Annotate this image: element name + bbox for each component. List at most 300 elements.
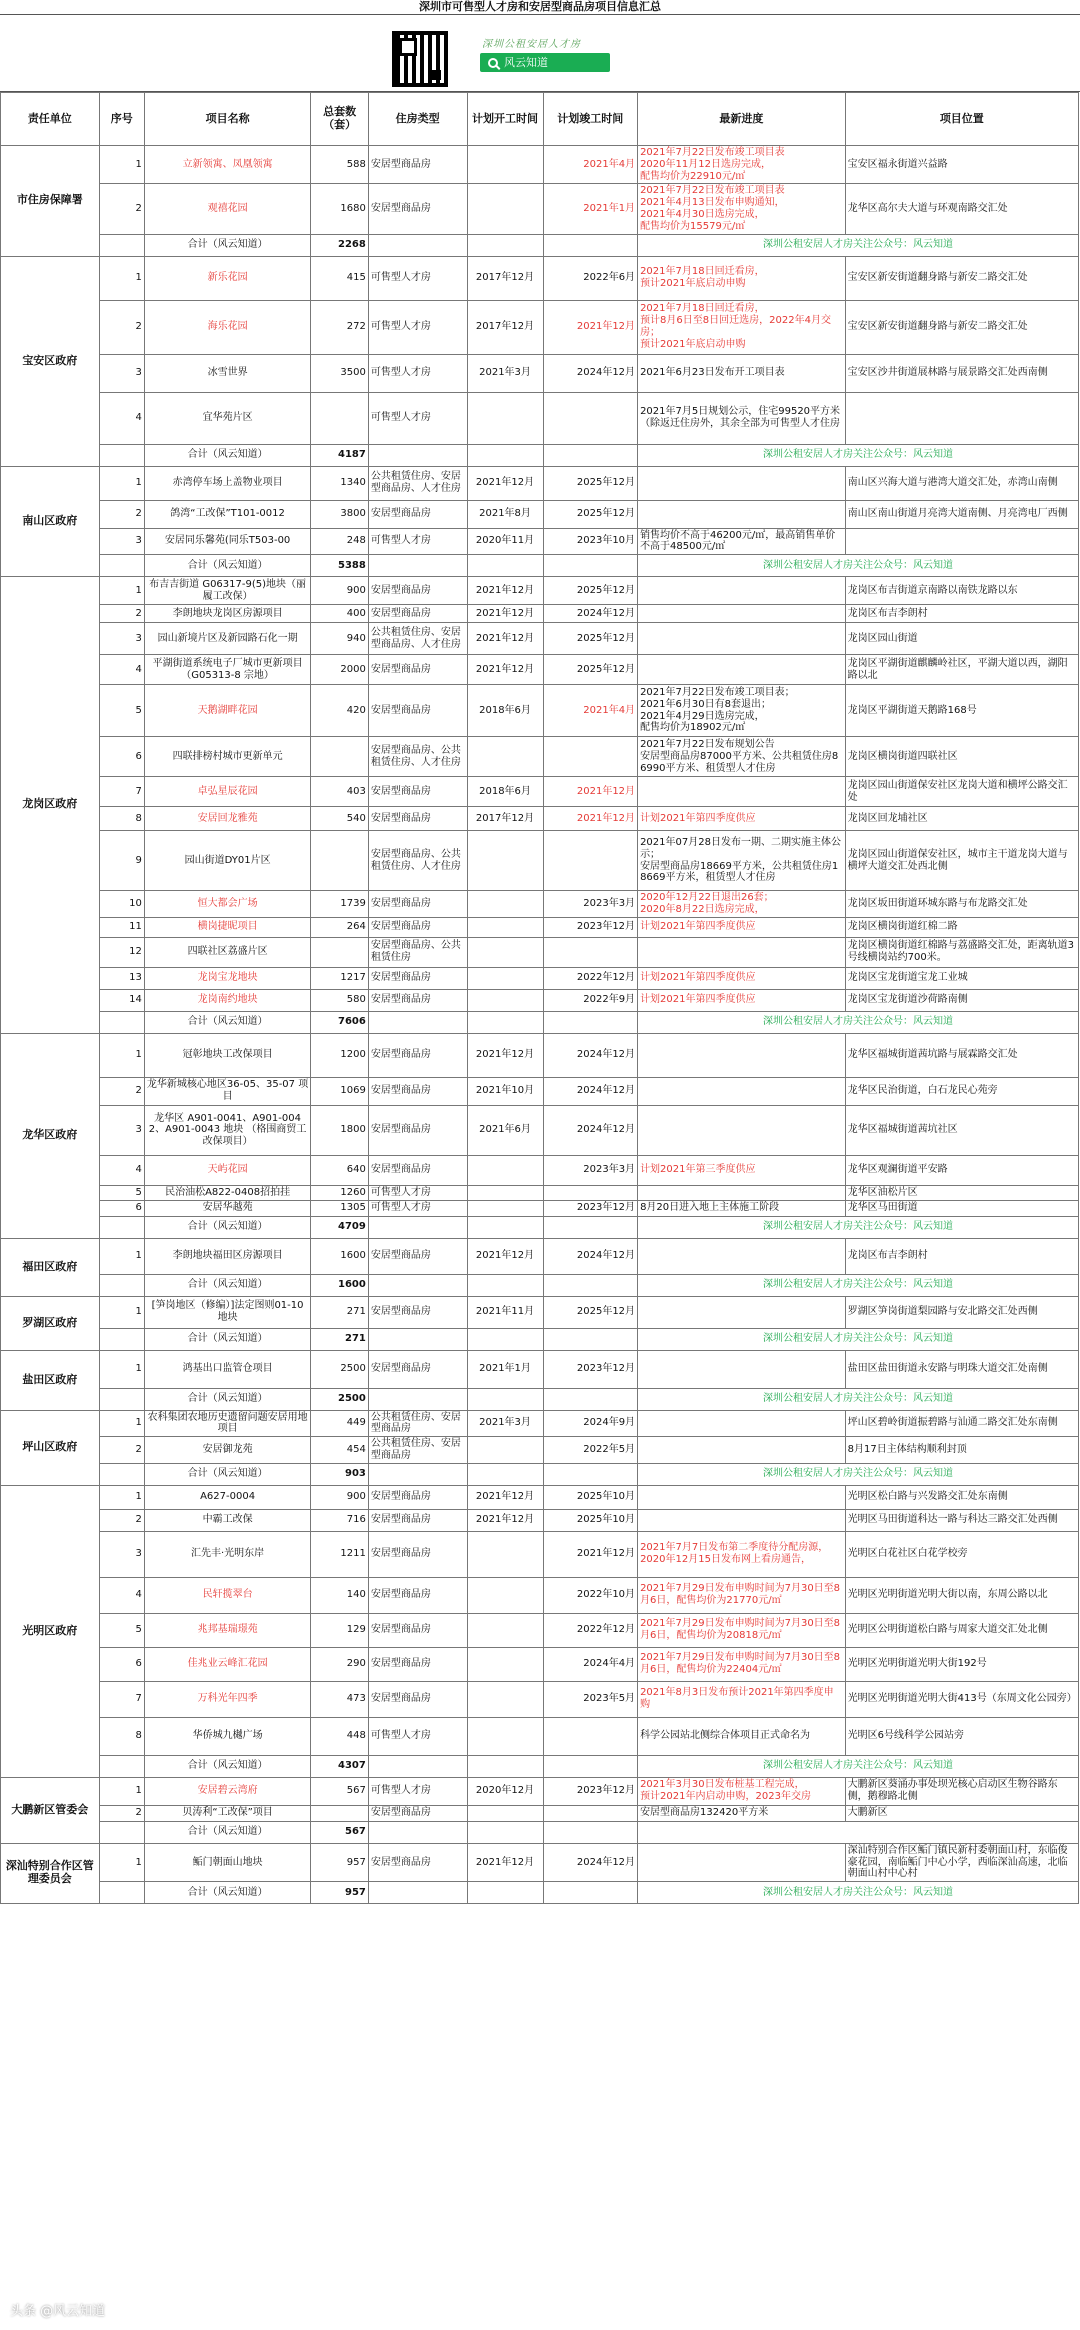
total-units (311, 831, 369, 891)
start-date: 2021年12月 (467, 655, 543, 685)
table-row (1, 1105, 1079, 1155)
responsible-unit: 盐田区政府 (1, 1350, 100, 1410)
progress-note (638, 1296, 846, 1328)
project-name: 新乐花园 (144, 256, 310, 300)
end-date: 2025年12月 (543, 500, 638, 528)
search-button[interactable] (480, 53, 610, 72)
progress-note: 2021年7月22日发布竣工项目表 2020年11月12日选房完成， 配售均价为22910元/㎡ (638, 146, 846, 184)
housing-type (368, 1463, 467, 1485)
responsible-unit: 市住房保障署 (1, 146, 100, 257)
progress-note (638, 1077, 846, 1105)
row-number: 2 (99, 300, 144, 354)
housing-type (368, 1388, 467, 1410)
total-row (1, 444, 1079, 466)
housing-type: 公共租赁住房、安居型商品房、人才住房 (368, 623, 467, 655)
total-units: 449 (311, 1410, 369, 1437)
progress-note (638, 777, 846, 807)
progress-note: 2021年7月18日回迁看房， 预计8月6日至8日回迁选房，2022年4月交房； 预计2021年底启动申购 (638, 300, 846, 354)
start-date: 2021年12月 (467, 1485, 543, 1509)
responsible-unit: 坪山区政府 (1, 1410, 100, 1485)
housing-type: 安居型商品房 (368, 1155, 467, 1185)
project-name: [笋岗地区（修编）]法定图则01-10 地块 (144, 1296, 310, 1328)
end-date: 2022年9月 (543, 989, 638, 1011)
end-date (543, 737, 638, 777)
housing-type: 安居型商品房 (368, 1350, 467, 1388)
total-value: 1600 (311, 1274, 369, 1296)
start-date (467, 917, 543, 937)
housing-type (368, 1216, 467, 1238)
total-row (1, 1388, 1079, 1410)
project-location: 罗湖区笋岗街道梨园路与安北路交汇处西侧 (845, 1296, 1078, 1328)
row-number: 5 (99, 685, 144, 737)
total-units: 290 (311, 1647, 369, 1681)
end-date: 2025年10月 (543, 1509, 638, 1531)
row-number: 2 (99, 184, 144, 234)
row-number: 7 (99, 1681, 144, 1717)
project-name: 安居同乐馨苑(同乐T503-00 (144, 528, 310, 555)
total-units: 448 (311, 1717, 369, 1755)
project-location: 龙岗区横岗街道红棉路与荔盛路交汇处，距离轨道3号线横岗站约700米。 (845, 937, 1078, 967)
housing-type: 安居型商品房 (368, 1077, 467, 1105)
total-row (1, 1011, 1079, 1033)
row-number: 1 (99, 256, 144, 300)
end-date: 2023年10月 (543, 528, 638, 555)
table-row (1, 967, 1079, 989)
row-number: 2 (99, 1805, 144, 1821)
project-location: 龙岗区坂田街道环城东路与布龙路交汇处 (845, 891, 1078, 918)
project-location: 宝安区福永街道兴益路 (845, 146, 1078, 184)
total-label: 合计（风云知道） (144, 444, 310, 466)
start-date (467, 555, 543, 577)
project-name: 横岗捷昵项目 (144, 917, 310, 937)
start-date: 2021年11月 (467, 1296, 543, 1328)
total-row (1, 1216, 1079, 1238)
total-units: 1069 (311, 1077, 369, 1105)
start-date (467, 1011, 543, 1033)
responsible-unit: 大鹏新区管委会 (1, 1777, 100, 1843)
project-location: 龙华区观澜街道平安路 (845, 1155, 1078, 1185)
start-date: 2018年6月 (467, 777, 543, 807)
end-date (543, 1805, 638, 1821)
total-units: 264 (311, 917, 369, 937)
project-name: 安居御龙苑 (144, 1437, 310, 1464)
project-name: 龙岗宝龙地块 (144, 967, 310, 989)
project-location: 龙华区民治街道，白石龙民心苑旁 (845, 1077, 1078, 1105)
row-number: 2 (99, 1509, 144, 1531)
total-value: 271 (311, 1328, 369, 1350)
project-location: 宝安区新安街道翻身路与新安二路交汇处 (845, 256, 1078, 300)
total-units: 272 (311, 300, 369, 354)
table-row (1, 605, 1079, 623)
table-row (1, 1843, 1079, 1881)
housing-type: 安居型商品房、公共租赁住房 (368, 937, 467, 967)
total-label: 合计（风云知道） (144, 1388, 310, 1410)
housing-type: 安居型商品房 (368, 1033, 467, 1077)
project-location: 光明区公明街道松白路与周家大道交汇处北侧 (845, 1613, 1078, 1647)
row-number: 10 (99, 891, 144, 918)
table-row (1, 1509, 1079, 1531)
housing-type: 安居型商品房 (368, 1105, 467, 1155)
responsible-unit: 龙华区政府 (1, 1033, 100, 1238)
housing-type: 可售型人才房 (368, 354, 467, 392)
table-row (1, 1350, 1079, 1388)
total-label: 合计（风云知道） (144, 1274, 310, 1296)
total-row (1, 1328, 1079, 1350)
end-date: 2025年12月 (543, 1296, 638, 1328)
start-date (467, 1216, 543, 1238)
progress-note: 销售均价不高于46200元/㎡，最高销售单价不高于48500元/㎡ (638, 528, 846, 555)
row-number: 1 (99, 1485, 144, 1509)
row-number: 1 (99, 1238, 144, 1274)
total-value: 4709 (311, 1216, 369, 1238)
total-row (1, 1463, 1079, 1485)
housing-type: 安居型商品房 (368, 1681, 467, 1717)
end-date (543, 555, 638, 577)
housing-type: 安居型商品房 (368, 917, 467, 937)
end-date: 2025年12月 (543, 466, 638, 500)
housing-type (368, 1882, 467, 1904)
housing-type: 可售型人才房 (368, 528, 467, 555)
project-name: 安居回龙雅苑 (144, 807, 310, 831)
progress-note (638, 1437, 846, 1464)
col-name: 项目名称 (144, 93, 310, 146)
project-location: 南山区南山街道月亮湾大道南侧、月亮湾电厂西侧 (845, 500, 1078, 528)
row-number: 14 (99, 989, 144, 1011)
end-date: 2023年3月 (543, 891, 638, 918)
row-number (99, 1882, 144, 1904)
col-progress: 最新进度 (638, 93, 846, 146)
project-name: 民治油松A822-0408招拍挂 (144, 1185, 310, 1200)
total-units: 140 (311, 1577, 369, 1613)
start-date: 2021年12月 (467, 623, 543, 655)
total-units (311, 1805, 369, 1821)
footer-note: 深圳公租安居人才房关注公众号：风云知道 (638, 1216, 1079, 1238)
total-label: 合计（风云知道） (144, 234, 310, 256)
row-number (99, 1755, 144, 1777)
progress-note: 2021年6月23日发布开工项目表 (638, 354, 846, 392)
total-label: 合计（风云知道） (144, 1328, 310, 1350)
table-row (1, 1033, 1079, 1077)
housing-type: 可售型人才房 (368, 1200, 467, 1216)
responsible-unit: 罗湖区政府 (1, 1296, 100, 1350)
project-location: 大鹏新区 (845, 1805, 1078, 1821)
total-units: 900 (311, 577, 369, 605)
start-date: 2020年11月 (467, 528, 543, 555)
end-date: 2025年12月 (543, 577, 638, 605)
total-row (1, 555, 1079, 577)
start-date: 2021年12月 (467, 1509, 543, 1531)
project-location: 宝安区沙井街道展林路与展景路交汇处西南侧 (845, 354, 1078, 392)
row-number: 3 (99, 1105, 144, 1155)
header-banner (0, 15, 1080, 92)
row-number: 2 (99, 1077, 144, 1105)
housing-type: 安居型商品房 (368, 1531, 467, 1577)
col-type: 住房类型 (368, 93, 467, 146)
row-number: 6 (99, 737, 144, 777)
start-date: 2021年1月 (467, 1350, 543, 1388)
table-row (1, 685, 1079, 737)
start-date (467, 1755, 543, 1777)
progress-note (638, 605, 846, 623)
row-number (99, 1463, 144, 1485)
project-location: 光明区光明街道光明大街192号 (845, 1647, 1078, 1681)
start-date (467, 1647, 543, 1681)
total-units: 957 (311, 1843, 369, 1881)
footer-note: 深圳公租安居人才房关注公众号：风云知道 (638, 1011, 1079, 1033)
table-row (1, 1717, 1079, 1755)
responsible-unit: 南山区政府 (1, 466, 100, 577)
end-date (543, 1388, 638, 1410)
start-date (467, 1821, 543, 1843)
housing-type: 安居型商品房 (368, 605, 467, 623)
end-date (543, 1274, 638, 1296)
project-location: 光明区光明街道光明大街以南，东周公路以北 (845, 1577, 1078, 1613)
progress-note: 2021年7月29日发布申购时间为7月30日至8月6日，配售均价为20818元/㎡ (638, 1613, 846, 1647)
total-value: 903 (311, 1463, 369, 1485)
project-name: 鲘门朝面山地块 (144, 1843, 310, 1881)
start-date (467, 737, 543, 777)
row-number: 1 (99, 1843, 144, 1881)
start-date: 2021年3月 (467, 354, 543, 392)
housing-type: 可售型人才房 (368, 1717, 467, 1755)
progress-note (638, 1105, 846, 1155)
housing-type: 安居型商品房 (368, 807, 467, 831)
progress-note (638, 466, 846, 500)
progress-note: 2021年7月7日发布第二季度待分配房源， 2020年12月15日发布网上看房通告， (638, 1531, 846, 1577)
project-location: 龙岗区布吉街道京南路以南铁龙路以东 (845, 577, 1078, 605)
project-name: 恒大都会广场 (144, 891, 310, 918)
housing-type: 公共租赁住房、安居型商品房 (368, 1410, 467, 1437)
search-icon (488, 58, 498, 68)
start-date (467, 1437, 543, 1464)
total-units: 580 (311, 989, 369, 1011)
total-value: 957 (311, 1882, 369, 1904)
start-date (467, 444, 543, 466)
total-units (311, 737, 369, 777)
row-number (99, 234, 144, 256)
total-units: 400 (311, 605, 369, 623)
total-label: 合计（风云知道） (144, 555, 310, 577)
project-location: 龙岗区布吉李朗村 (845, 1238, 1078, 1274)
footer-note: 深圳公租安居人才房关注公众号：风云知道 (638, 1328, 1079, 1350)
project-location: 光明区光明街道光明大街413号（东周文化公园旁） (845, 1681, 1078, 1717)
progress-note: 2021年7月29日发布申购时间为7月30日至8月6日，配售均价为21770元/㎡ (638, 1577, 846, 1613)
progress-note: 计划2021年第四季度供应 (638, 807, 846, 831)
project-location: 光明区白花社区白花学校旁 (845, 1531, 1078, 1577)
start-date (467, 1577, 543, 1613)
footer-note (638, 1821, 1079, 1843)
end-date: 2023年12月 (543, 917, 638, 937)
housing-type: 安居型商品房 (368, 1485, 467, 1509)
start-date: 2021年10月 (467, 1077, 543, 1105)
total-value: 2268 (311, 234, 369, 256)
progress-note: 计划2021年第四季度供应 (638, 967, 846, 989)
col-start: 计划开工时间 (467, 93, 543, 146)
row-number: 1 (99, 1296, 144, 1328)
total-row (1, 1882, 1079, 1904)
housing-type (368, 1274, 467, 1296)
start-date: 2021年8月 (467, 500, 543, 528)
row-number: 11 (99, 917, 144, 937)
progress-note: 科学公园站北侧综合体项目正式命名为 (638, 1717, 846, 1755)
progress-note (638, 1238, 846, 1274)
progress-note (638, 1410, 846, 1437)
total-units: 129 (311, 1613, 369, 1647)
row-number: 2 (99, 500, 144, 528)
total-units: 1340 (311, 466, 369, 500)
project-location: 深汕特别合作区鲘门镇民新村委朝面山村，东临俊豪花园，南临鲘门中心小学，西临深汕高速，北临朝面山村中心村 (845, 1843, 1078, 1881)
project-name: 民轩揽翠台 (144, 1577, 310, 1613)
responsible-unit: 光明区政府 (1, 1485, 100, 1777)
end-date (543, 1717, 638, 1755)
row-number (99, 1216, 144, 1238)
end-date: 2023年12月 (543, 1350, 638, 1388)
start-date (467, 1805, 543, 1821)
housing-type: 安居型商品房 (368, 1647, 467, 1681)
start-date: 2021年12月 (467, 1238, 543, 1274)
row-number: 3 (99, 528, 144, 555)
housing-type (368, 555, 467, 577)
start-date: 2017年12月 (467, 300, 543, 354)
start-date (467, 1155, 543, 1185)
start-date (467, 1185, 543, 1200)
project-name: 兆邦基瑞璟苑 (144, 1613, 310, 1647)
end-date (543, 234, 638, 256)
project-location: 龙华区福城街道茜坑路与展霖路交汇处 (845, 1033, 1078, 1077)
project-name: 观禧花园 (144, 184, 310, 234)
end-date: 2021年12月 (543, 807, 638, 831)
row-number (99, 1328, 144, 1350)
end-date: 2024年12月 (543, 1033, 638, 1077)
housing-type: 安居型商品房 (368, 577, 467, 605)
footer-note: 深圳公租安居人才房关注公众号：风云知道 (638, 444, 1079, 466)
row-number: 1 (99, 466, 144, 500)
project-name: 宜华苑片区 (144, 392, 310, 444)
total-label: 合计（风云知道） (144, 1463, 310, 1485)
progress-note (638, 623, 846, 655)
progress-note: 2021年7月18日回迁看房， 预计2021年底启动申购 (638, 256, 846, 300)
total-units: 567 (311, 1777, 369, 1805)
col-location: 项目位置 (845, 93, 1078, 146)
start-date: 2021年12月 (467, 466, 543, 500)
table-row (1, 989, 1079, 1011)
end-date: 2022年6月 (543, 256, 638, 300)
total-units: 1211 (311, 1531, 369, 1577)
col-total: 总套数（套） (311, 93, 369, 146)
total-row (1, 1274, 1079, 1296)
table-row (1, 1155, 1079, 1185)
row-number: 2 (99, 605, 144, 623)
end-date: 2022年5月 (543, 1437, 638, 1464)
project-location: 龙华区油松片区 (845, 1185, 1078, 1200)
project-name: 四联社区荔盛片区 (144, 937, 310, 967)
end-date: 2024年4月 (543, 1647, 638, 1681)
start-date (467, 1328, 543, 1350)
project-name: 中霸工改保 (144, 1509, 310, 1531)
project-location (845, 528, 1078, 555)
footer-note: 深圳公租安居人才房关注公众号：风云知道 (638, 1274, 1079, 1296)
end-date: 2022年12月 (543, 967, 638, 989)
total-units: 248 (311, 528, 369, 555)
progress-note: 计划2021年第四季度供应 (638, 989, 846, 1011)
housing-table (0, 92, 1079, 1904)
end-date: 2022年12月 (543, 1613, 638, 1647)
qr-code-icon (392, 31, 448, 87)
table-row (1, 917, 1079, 937)
end-date (543, 1216, 638, 1238)
project-name: 海乐花园 (144, 300, 310, 354)
project-location: 龙华区高尔夫大道与环观南路交汇处 (845, 184, 1078, 234)
housing-type: 安居型商品房 (368, 1843, 467, 1881)
start-date: 2018年6月 (467, 685, 543, 737)
table-row (1, 392, 1079, 444)
end-date (543, 937, 638, 967)
project-name: 鸿基出口监管仓项目 (144, 1350, 310, 1388)
project-location: 龙岗区回龙埔社区 (845, 807, 1078, 831)
total-units (311, 392, 369, 444)
end-date: 2021年12月 (543, 1531, 638, 1577)
progress-note: 8月20日进入地上主体施工阶段 (638, 1200, 846, 1216)
table-row (1, 831, 1079, 891)
end-date: 2024年12月 (543, 1077, 638, 1105)
table-row (1, 577, 1079, 605)
housing-type: 可售型人才房 (368, 256, 467, 300)
row-number: 5 (99, 1185, 144, 1200)
housing-type (368, 1328, 467, 1350)
progress-note (638, 655, 846, 685)
project-location: 龙岗区平湖街道麒麟岭社区，平湖大道以西，湖阳路以北 (845, 655, 1078, 685)
table-row (1, 1777, 1079, 1805)
total-units: 1680 (311, 184, 369, 234)
start-date (467, 967, 543, 989)
housing-type: 可售型人才房 (368, 1777, 467, 1805)
project-name: 龙华新城核心地区36-05、35-07 项目 (144, 1077, 310, 1105)
footer-note: 深圳公租安居人才房关注公众号：风云知道 (638, 1882, 1079, 1904)
start-date: 2021年3月 (467, 1410, 543, 1437)
project-name: 冰雪世界 (144, 354, 310, 392)
start-date (467, 184, 543, 234)
table-row (1, 146, 1079, 184)
end-date: 2024年12月 (543, 1238, 638, 1274)
project-name: 李朗地块龙岗区房源项目 (144, 605, 310, 623)
start-date (467, 891, 543, 918)
project-name: 李朗地块福田区房源项目 (144, 1238, 310, 1274)
end-date: 2023年12月 (543, 1777, 638, 1805)
housing-type: 安居型商品房 (368, 989, 467, 1011)
total-units: 900 (311, 1485, 369, 1509)
footer-note: 深圳公租安居人才房关注公众号：风云知道 (638, 555, 1079, 577)
end-date (543, 1882, 638, 1904)
responsible-unit: 龙岗区政府 (1, 577, 100, 1034)
row-number: 1 (99, 577, 144, 605)
footer-note: 深圳公租安居人才房关注公众号：风云知道 (638, 1463, 1079, 1485)
page-title: 深圳市可售型人才房和安居型商品房项目信息汇总 (0, 0, 1080, 15)
end-date: 2021年4月 (543, 685, 638, 737)
table-row (1, 1805, 1079, 1821)
housing-type: 安居型商品房 (368, 777, 467, 807)
row-number: 2 (99, 1437, 144, 1464)
table-row (1, 1577, 1079, 1613)
end-date: 2021年12月 (543, 777, 638, 807)
table-row (1, 500, 1079, 528)
start-date: 2017年12月 (467, 256, 543, 300)
project-name: 佳兆业云峰汇花园 (144, 1647, 310, 1681)
project-name: 布吉吉街道 G06317-9(5)地块（丽履工改保） (144, 577, 310, 605)
housing-type: 安居型商品房 (368, 967, 467, 989)
row-number: 3 (99, 1531, 144, 1577)
end-date: 2025年12月 (543, 655, 638, 685)
housing-type: 公共租赁住房、安居型商品房、人才住房 (368, 466, 467, 500)
